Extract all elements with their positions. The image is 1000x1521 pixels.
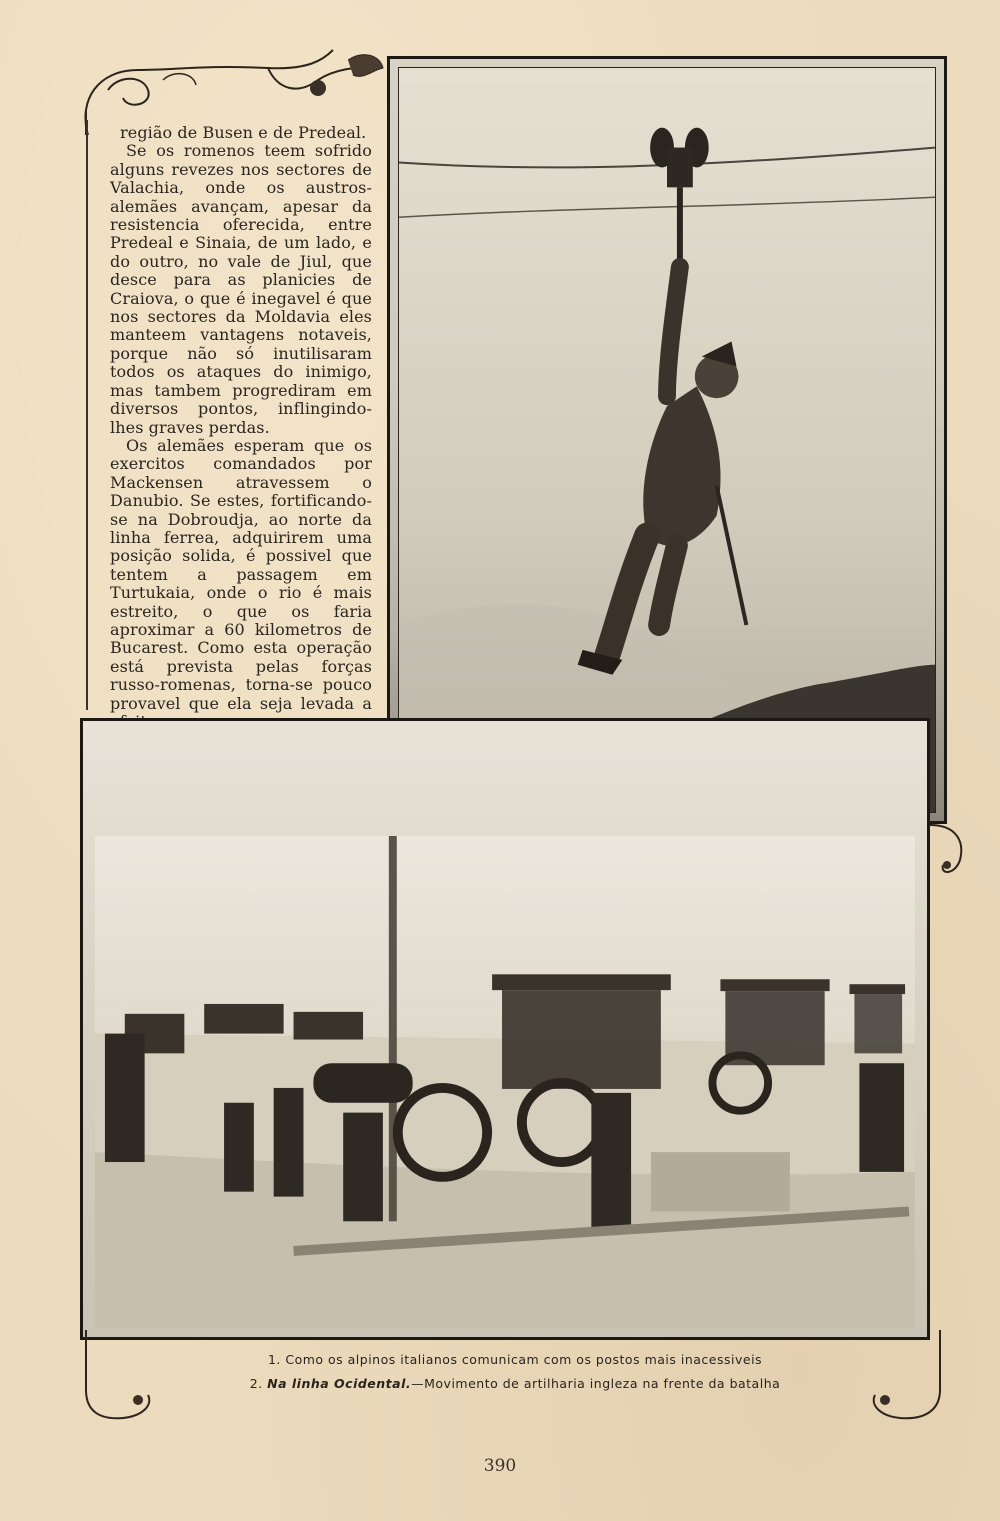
article-paragraph: Se os romenos teem sofrido alguns revezes nos sectores de Valachia, onde os austros-alemães avançam, apesar da resistencia oferecida, entre Predeal e Sinaia, de um lado, e do outro, no vale de Jiul, que desce para as planicies de Craiova, o que é inegavel é que nos sectores da Moldavia eles manteem vantagens notaveis, porque não só inutilisaram todos os ataques do inimigo, mas tambem progrediram em diversos pontos, inflingindo-lhes graves perdas. <box>110 141 372 437</box>
artillery-scene-image <box>95 836 915 1329</box>
page-number: 390 <box>483 1456 517 1476</box>
caption-number: 2. <box>249 1376 263 1391</box>
article-text <box>110 124 372 731</box>
photo-alpine-soldier-cable <box>387 56 947 824</box>
article-paragraph: região de Busen e de Predeal. <box>120 123 367 142</box>
caption-emphasis: Na linha Ocidental. <box>267 1376 412 1391</box>
caption-photo-1: 1. Como os alpinos italianos comunicam com os postos mais inacessiveis <box>267 1352 763 1367</box>
left-frame-rule <box>86 120 91 710</box>
caption-rest: —Movimento de artilharia ingleza na frente da batalha <box>411 1376 781 1391</box>
photo-artillery-movement <box>80 718 930 1340</box>
caption-photo-2 <box>80 1376 950 1391</box>
soldier-on-cable-image <box>399 68 935 812</box>
right-ornament-flourish <box>925 820 975 900</box>
caption-area <box>80 1338 950 1418</box>
article-paragraph: Os alemães esperam que os exercitos comandados por Mackensen atravessem o Danubio. Se estes, fortificando-se na Dobroudja, ao norte da linha ferrea, adquirirem uma posição solida, é possivel que tentem a passagem em Turtukaia, onde o rio é mais estreito, o que os faria aproximar a 60 kilometros de Bucarest. Como esta operação está prevista pelas forças russo-romenas, torna-se pouco provavel que ela seja levada a <box>110 435 372 713</box>
